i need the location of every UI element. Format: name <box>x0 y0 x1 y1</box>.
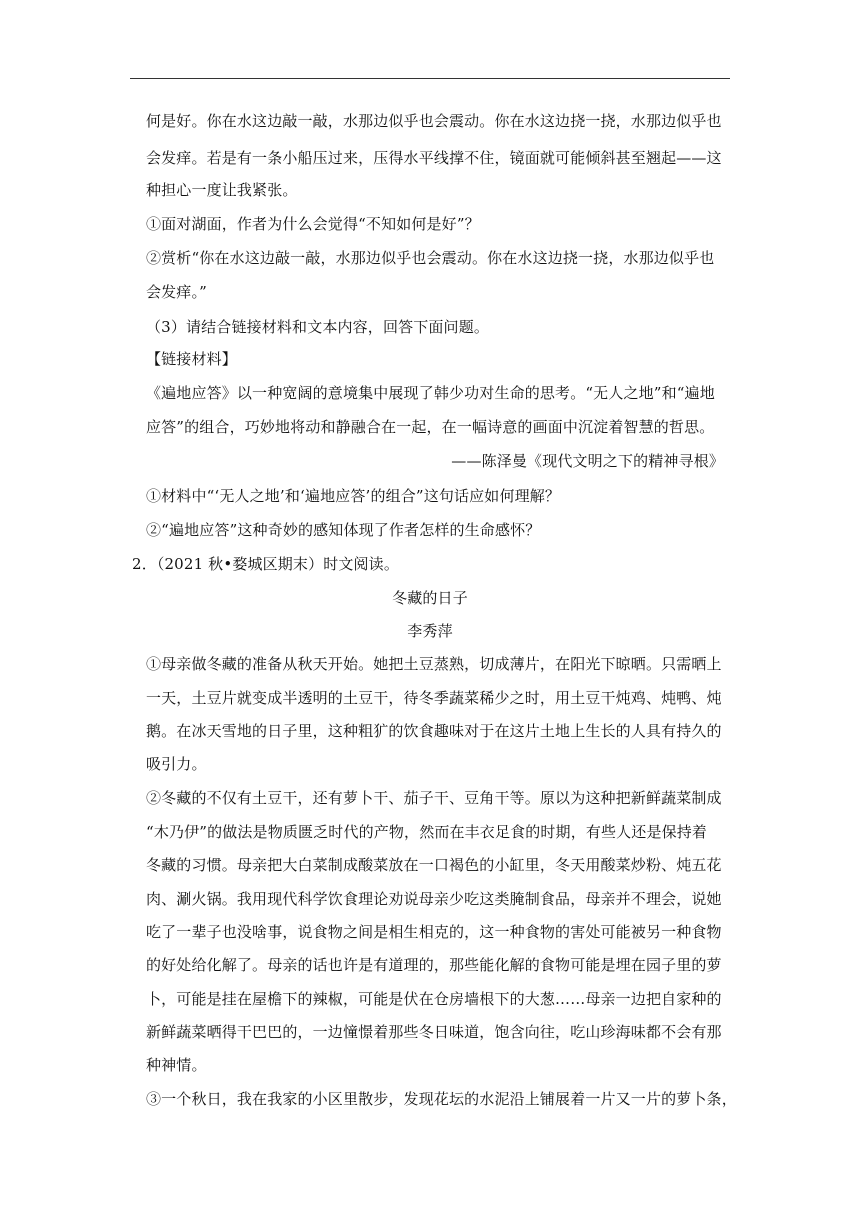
link-material-heading: 【链接材料】 <box>146 350 237 368</box>
question-heading-2: 2．（2021 秋•婺城区期末）时文阅读。 <box>132 555 399 573</box>
link-material-text: 《遍地应答》以一种宽阔的意境集中展现了韩少功对生命的思考。“无人之地”和“遍地 <box>146 384 715 402</box>
question-2: ②“遍地应答”这种奇妙的感知体现了作者怎样的生命感怀？ <box>146 521 541 539</box>
article-paragraph: 新鲜蔬菜晒得干巴巴的，一边憧憬着那些冬日味道，饱含向往，吃山珍海味都不会有那 <box>146 1023 722 1041</box>
article-paragraph: 的好处给化解了。母亲的话也许是有道理的，那些能化解的食物可能是埋在园子里的萝 <box>146 956 722 974</box>
article-paragraph: 吃了一辈子也没啥事，说食物之间是相生相克的，这一种食物的害处可能被另一种食物 <box>146 923 722 941</box>
sub-question-3: （3）请结合链接材料和文本内容，回答下面问题。 <box>146 318 489 336</box>
article-paragraph: 肉、涮火锅。我用现代科学饮食理论劝说母亲少吃这类腌制食品，母亲并不理会，说她 <box>146 890 722 908</box>
question-2-cont: 会发痒。” <box>146 283 207 301</box>
passage-line: 会发痒。若是有一条小船压过来，压得水平线撑不住，镜面就可能倾斜甚至翘起——这 <box>146 149 722 167</box>
article-paragraph: ①母亲做冬藏的准备从秋天开始。她把土豆蒸熟，切成薄片，在阳光下晾晒。只需晒上 <box>146 655 722 673</box>
article-paragraph: “木乃伊”的做法是物质匮乏时代的产物，然而在丰衣足食的时期，有些人还是保持着 <box>146 823 708 841</box>
header-rule <box>130 78 730 79</box>
article-paragraph: ②冬藏的不仅有土豆干，还有萝卜干、茄子干、豆角干等。原以为这种把新鲜蔬菜制成 <box>146 789 722 807</box>
passage-line: 何是好。你在水这边敲一敲，水那边似乎也会震动。你在水这边挠一挠，水那边似乎也 <box>146 112 722 130</box>
article-paragraph: 种神情。 <box>146 1056 207 1074</box>
question-1: ①面对湖面，作者为什么会觉得“不知如何是好”？ <box>146 215 480 233</box>
article-paragraph: 一天，土豆片就变成半透明的土豆干，待冬季蔬菜稀少之时，用土豆干炖鸡、炖鸭、炖 <box>146 689 722 707</box>
link-material-text: 应答”的组合，巧妙地将动和静融合在一起，在一幅诗意的画面中沉淀着智慧的哲思。 <box>146 418 715 436</box>
article-paragraph: 卜，可能是挂在屋檐下的辣椒，可能是伏在仓房墙根下的大葱……母亲一边把自家种的 <box>146 990 722 1008</box>
article-paragraph: 冬藏的习惯。母亲把大白菜制成酸菜放在一口褐色的小缸里，冬天用酸菜炒粉、炖五花 <box>146 856 722 874</box>
article-paragraph: ③一个秋日，我在我家的小区里散步，发现花坛的水泥沿上铺展着一片又一片的萝卜条， <box>146 1090 737 1108</box>
article-title: 冬藏的日子 <box>392 589 468 607</box>
link-material-source: ——陈泽曼《现代文明之下的精神寻根》 <box>451 452 724 470</box>
article-author: 李秀萍 <box>407 622 453 640</box>
question-2: ②赏析“你在水这边敲一敲，水那边似乎也会震动。你在水这边挠一挠，水那边似乎也 <box>146 249 715 267</box>
article-paragraph: 吸引力。 <box>146 755 207 773</box>
passage-line: 种担心一度让我紧张。 <box>146 181 298 199</box>
question-1: ①材料中“‘无人之地’和‘遍地应答’的组合”这句话应如何理解？ <box>146 487 561 505</box>
article-paragraph: 鹅。在冰天雪地的日子里，这种粗犷的饮食趣味对于在这片土地上生长的人具有持久的 <box>146 722 722 740</box>
